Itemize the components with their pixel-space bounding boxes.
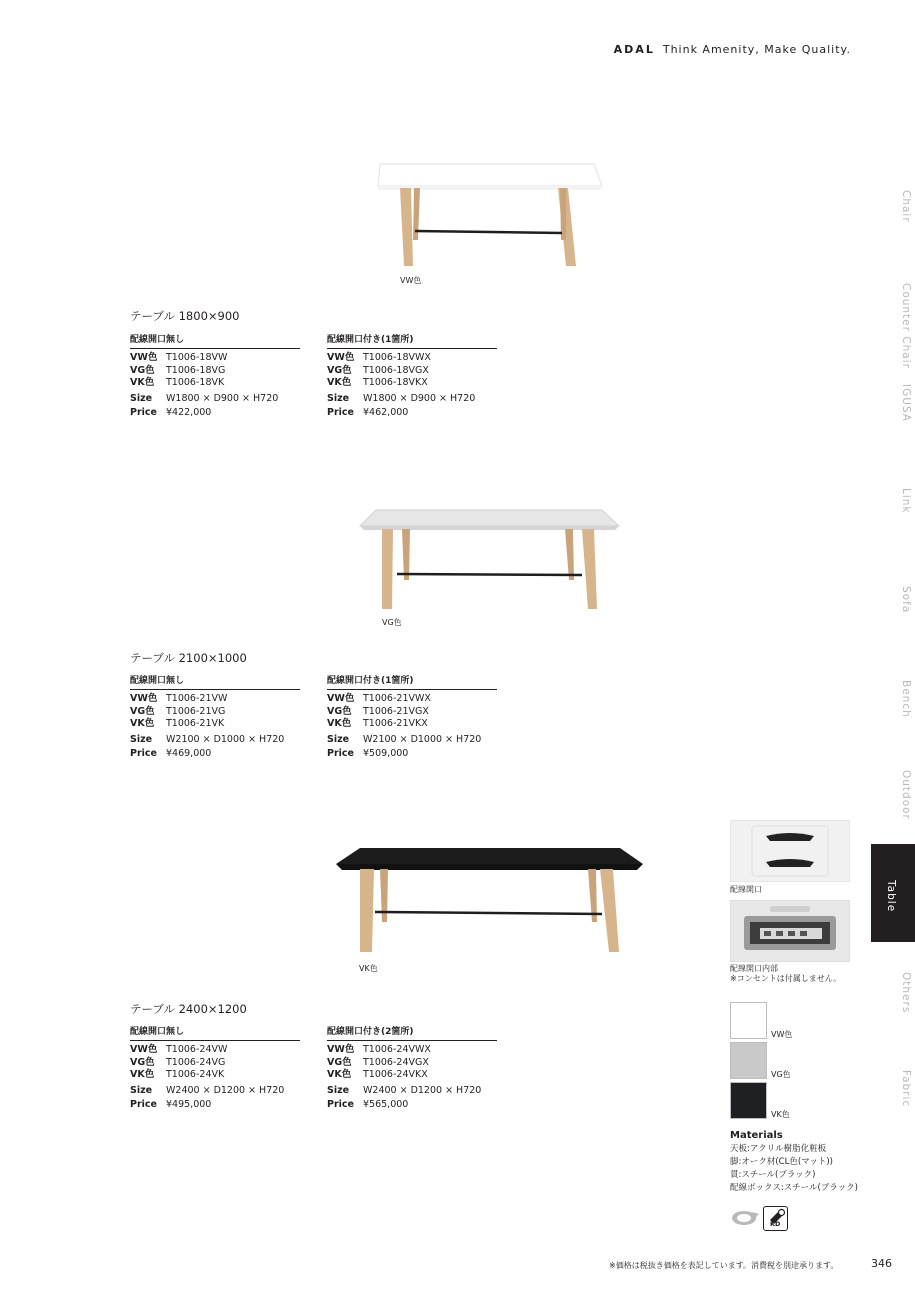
spec-code-row: VG色 T1006-18VG: [130, 364, 226, 376]
nav-item-fabric[interactable]: Fabric: [900, 1070, 912, 1108]
nav-item-table[interactable]: [871, 844, 915, 942]
spec-size-row: Size W2400 × D1200 × H720: [130, 1084, 285, 1096]
nav-item-others[interactable]: Others: [900, 972, 912, 1014]
nav-item-igusa[interactable]: IGUSA: [900, 384, 912, 422]
cable-box-photo: [730, 900, 850, 962]
spec-size-row: Size W1800 × D900 × H720: [327, 392, 476, 404]
swatch-vw: [730, 1002, 767, 1039]
swatch-label: VG色: [771, 1070, 791, 1079]
kd-label: KD: [770, 1220, 781, 1228]
image-caption: VW色: [400, 276, 422, 285]
spec-code-row: VG色 T1006-24VGX: [327, 1056, 429, 1068]
page-number: 346: [871, 1257, 892, 1270]
spec-price-row: Price ¥469,000: [130, 748, 212, 759]
detail-caption: 配線開口内部 ※コンセントは付属しません。: [730, 964, 842, 983]
material-line: 配線ボックス:スチール(ブラック): [730, 1183, 858, 1193]
swatch-vg: [730, 1042, 767, 1079]
nav-item-link[interactable]: Link: [900, 488, 912, 514]
spec-price-row: Price ¥565,000: [327, 1099, 409, 1110]
nav-item-sofa[interactable]: Sofa: [900, 586, 912, 614]
table-image-1: [370, 160, 610, 272]
table-top: [378, 164, 602, 186]
table-top: [336, 848, 643, 864]
spec-code-row: VW色 T1006-21VW: [130, 693, 228, 704]
kd-knockdown-icon: [763, 1206, 788, 1231]
spec-code-row: VW色 T1006-21VWX: [327, 693, 431, 704]
spec-code-row: VK色 T1006-21VKX: [327, 718, 428, 729]
spec-col-without-opening: [130, 332, 300, 420]
swatch-label: VW色: [771, 1030, 793, 1039]
material-line: 貫:スチール(ブラック): [730, 1170, 816, 1180]
image-caption: VG色: [382, 618, 402, 627]
spec-col-without-opening: [130, 673, 300, 761]
spec-heading: 配線開口無し: [130, 332, 300, 349]
nav-item-outdoor[interactable]: Outdoor: [900, 770, 912, 820]
material-line: 天板:アクリル樹脂化粧板: [730, 1144, 827, 1154]
spec-price-row: Price ¥462,000: [327, 407, 409, 418]
spec-heading: 配線開口無し: [130, 1024, 300, 1041]
page-header: [614, 43, 851, 56]
spec-code-row: VW色 T1006-18VWX: [327, 352, 431, 363]
spec-code-row: VK色 T1006-24VKX: [327, 1069, 428, 1080]
spec-code-row: VG色 T1006-18VGX: [327, 364, 429, 376]
spec-code-row: VG色 T1006-24VG: [130, 1056, 226, 1068]
detail-caption: 配線開口: [730, 885, 762, 894]
table-leg: [400, 188, 413, 266]
spec-col-with-opening: [327, 332, 497, 420]
spec-code-row: VK色 T1006-18VK: [130, 377, 225, 388]
brand-tagline: Think Amenity, Make Quality.: [662, 43, 851, 56]
nav-item-label: Table: [885, 880, 897, 913]
brand-name: ADAL: [613, 43, 655, 56]
spec-heading: 配線開口付き(1箇所): [327, 332, 497, 349]
spec-size-row: Size W2100 × D1000 × H720: [130, 733, 285, 745]
table-leg: [382, 529, 393, 609]
spec-heading: 配線開口付き(2箇所): [327, 1024, 497, 1041]
spec-price-row: Price ¥495,000: [130, 1099, 212, 1110]
image-caption: VK色: [359, 964, 378, 973]
table-leg: [600, 869, 619, 952]
recycle-badge-icon: [730, 1208, 760, 1228]
material-line: 脚:オーク材(CL色(マット)): [730, 1157, 833, 1167]
spec-code-row: VW色 T1006-24VWX: [327, 1044, 431, 1055]
table-image-2: [352, 506, 627, 614]
table-leg: [582, 529, 597, 609]
stretcher-bar: [375, 912, 602, 914]
tax-note: ※価格は税抜き価格を表記しています。消費税を別途承ります。: [609, 1261, 839, 1270]
table-image-3: [330, 842, 648, 956]
spec-size-row: Size W2400 × D1200 × H720: [327, 1084, 482, 1096]
materials-block: [730, 1130, 858, 1195]
spec-col-with-opening: [327, 673, 497, 761]
spec-code-row: VK色 T1006-21VK: [130, 718, 225, 729]
spec-col-with-opening: [327, 1024, 497, 1112]
swatch-label: VK色: [771, 1110, 790, 1119]
product-title: テーブル 2100×1000: [130, 651, 247, 665]
spec-size-row: Size W2100 × D1000 × H720: [327, 733, 482, 745]
product-title: テーブル 1800×900: [130, 309, 240, 323]
swatch-vk: [730, 1082, 767, 1119]
spec-col-without-opening: [130, 1024, 300, 1112]
table-top: [360, 510, 619, 526]
spec-code-row: VG色 T1006-21VGX: [327, 705, 429, 717]
spec-code-row: VK色 T1006-24VK: [130, 1069, 225, 1080]
cable-opening-photo: [730, 820, 850, 882]
spec-code-row: VK色 T1006-18VKX: [327, 377, 428, 388]
spec-heading: 配線開口付き(1箇所): [327, 673, 497, 690]
spec-code-row: VG色 T1006-21VG: [130, 705, 226, 717]
materials-title: Materials: [730, 1130, 783, 1141]
product-title: テーブル 2400×1200: [130, 1002, 247, 1016]
spec-size-row: Size W1800 × D900 × H720: [130, 392, 279, 404]
table-leg: [360, 869, 374, 952]
nav-item-chair[interactable]: Chair: [900, 190, 912, 223]
spec-code-row: VW色 T1006-24VW: [130, 1044, 228, 1055]
nav-item-counter-chair[interactable]: Counter Chair: [900, 283, 912, 369]
spec-price-row: Price ¥509,000: [327, 748, 409, 759]
spec-price-row: Price ¥422,000: [130, 407, 212, 418]
spec-heading: 配線開口無し: [130, 673, 300, 690]
spec-code-row: VW色 T1006-18VW: [130, 352, 228, 363]
nav-item-bench[interactable]: Bench: [900, 680, 912, 718]
stretcher-bar: [397, 574, 582, 575]
stretcher-bar: [415, 231, 562, 233]
